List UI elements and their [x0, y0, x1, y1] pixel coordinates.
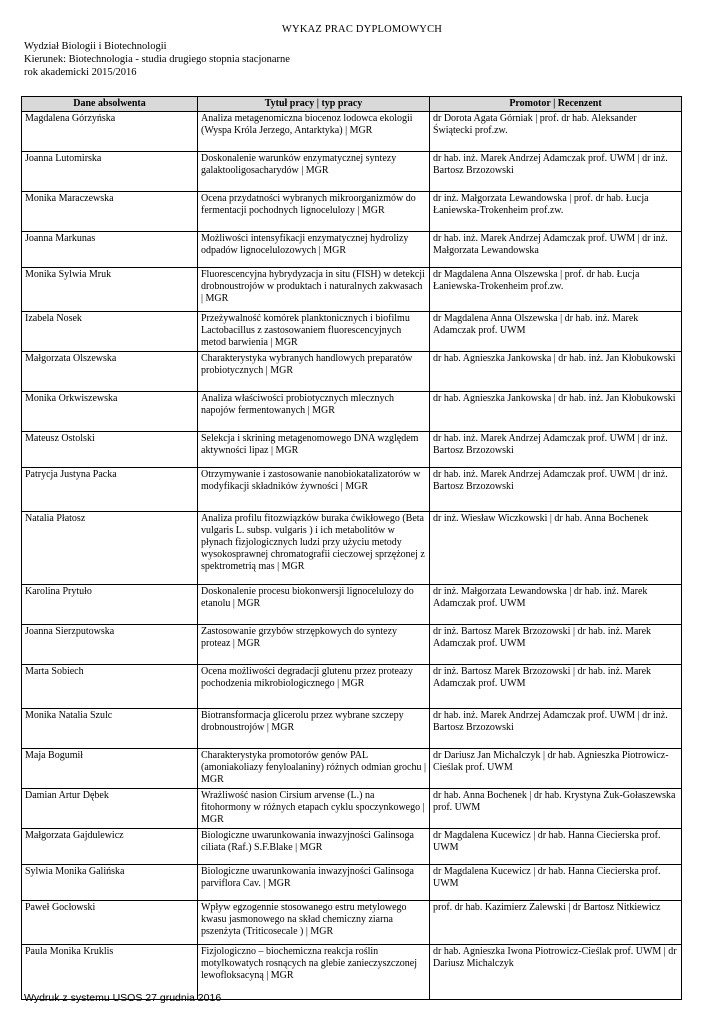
graduate-name-cell	[22, 865, 198, 901]
thesis-title-cell	[198, 232, 430, 268]
thesis-title: Selekcja i skrining metagenomowego DNA względem aktywności lipaz | MGR	[201, 433, 419, 456]
table-row	[22, 749, 682, 789]
thesis-title: Doskonalenie procesu biokonwersji lignocelulozy do etanolu | MGR	[201, 586, 414, 609]
thesis-title-cell	[198, 829, 430, 865]
print-footer: Wydruk z systemu USOS 27 grudnia 2016	[24, 992, 222, 1004]
table-row	[22, 901, 682, 945]
graduate-name: Małgorzata Olszewska	[25, 353, 117, 364]
graduate-name-cell	[22, 749, 198, 789]
thesis-title-cell	[198, 432, 430, 468]
column-header-supervisor: Promotor | Recenzent	[430, 97, 682, 112]
thesis-title: Charakterystyka promotorów genów PAL (amoniakoliazy fenyloalaniny) różnych odmian grochu | MGR	[201, 750, 426, 785]
supervisor-reviewer: prof. dr hab. Kazimierz Zalewski | dr Bartosz Nitkiewicz	[433, 902, 661, 913]
thesis-title-cell	[198, 192, 430, 232]
supervisor-reviewer: dr hab. inż. Marek Andrzej Adamczak prof. UWM | dr inż. Bartosz Brzozowski	[433, 469, 668, 492]
table-row	[22, 268, 682, 312]
supervisor-reviewer: dr inż. Wiesław Wiczkowski | dr hab. Anna Bochenek	[433, 513, 649, 524]
supervisor-reviewer-cell	[430, 232, 682, 268]
supervisor-reviewer: dr inż. Małgorzata Lewandowska | prof. dr hab. Łucja Łaniewska-Trokenheim prof.zw.	[433, 193, 649, 216]
document-header	[24, 40, 290, 79]
table-row	[22, 432, 682, 468]
supervisor-reviewer: dr hab. inż. Marek Andrzej Adamczak prof. UWM | dr inż. Małgorzata Lewandowska	[433, 233, 668, 256]
graduate-name: Monika Maraczewska	[25, 193, 114, 204]
graduate-name: Joanna Sierzputowska	[25, 626, 115, 637]
graduate-name-cell	[22, 432, 198, 468]
graduate-name: Małgorzata Gajdulewicz	[25, 830, 124, 841]
table-row	[22, 512, 682, 585]
thesis-title: Biologiczne uwarunkowania inwazyjności Galinsoga ciliata (Raf.) S.F.Blake | MGR	[201, 830, 414, 853]
thesis-title-cell	[198, 945, 430, 1000]
thesis-title: Wrażliwość nasion Cirsium arvense (L.) na fitohormony w różnych etapach cyklu spoczynkowego | MGR	[201, 790, 425, 825]
thesis-title: Otrzymywanie i zastosowanie nanobiokatalizatorów w modyfikacji składników żywności | MGR	[201, 469, 421, 492]
graduate-name-cell	[22, 268, 198, 312]
graduate-name-cell	[22, 665, 198, 709]
supervisor-reviewer: dr hab. Agnieszka Jankowska | dr hab. inż. Jan Kłobukowski	[433, 393, 676, 404]
thesis-title: Ocena przydatności wybranych mikroorganizmów do fermentacji pochodnych lignocelulozy | MGR	[201, 193, 416, 216]
supervisor-reviewer: dr Magdalena Anna Olszewska | dr hab. inż. Marek Adamczak prof. UWM	[433, 313, 639, 336]
thesis-title-cell	[198, 789, 430, 829]
graduate-name-cell	[22, 585, 198, 625]
graduate-name-cell	[22, 352, 198, 392]
graduate-name-cell	[22, 829, 198, 865]
thesis-title: Biologiczne uwarunkowania inwazyjności Galinsoga parviflora Cav. | MGR	[201, 866, 414, 889]
table-row	[22, 789, 682, 829]
supervisor-reviewer-cell	[430, 512, 682, 585]
supervisor-reviewer-cell	[430, 432, 682, 468]
thesis-title: Biotransformacja glicerolu przez wybrane szczepy drobnoustrojów | MGR	[201, 710, 404, 733]
thesis-title: Doskonalenie warunków enzymatycznej syntezy galaktooligosacharydów | MGR	[201, 153, 397, 176]
supervisor-reviewer: dr hab. Agnieszka Iwona Piotrowicz-Cieślak prof. UWM | dr Dariusz Michalczyk	[433, 946, 677, 969]
thesis-title-cell	[198, 112, 430, 152]
supervisor-reviewer-cell	[430, 901, 682, 945]
graduate-name-cell	[22, 192, 198, 232]
graduate-name-cell	[22, 625, 198, 665]
supervisor-reviewer: dr inż. Bartosz Marek Brzozowski | dr hab. inż. Marek Adamczak prof. UWM	[433, 626, 652, 649]
thesis-title: Fluorescencyjna hybrydyzacja in situ (FISH) w detekcji drobnoustrojów w produktach i naturalnych zakwasach | MGR	[201, 269, 425, 304]
thesis-title-cell	[198, 865, 430, 901]
supervisor-reviewer: dr inż. Bartosz Marek Brzozowski | dr hab. inż. Marek Adamczak prof. UWM	[433, 666, 652, 689]
faculty-line: Wydział Biologii i Biotechnologii	[24, 41, 167, 52]
thesis-title-cell	[198, 268, 430, 312]
supervisor-reviewer-cell	[430, 192, 682, 232]
table-row	[22, 352, 682, 392]
graduate-name: Sylwia Monika Galińska	[25, 866, 125, 877]
thesis-title-cell	[198, 665, 430, 709]
thesis-title-cell	[198, 749, 430, 789]
graduate-name: Natalia Płatosz	[25, 513, 86, 524]
graduate-name-cell	[22, 152, 198, 192]
thesis-title-cell	[198, 709, 430, 749]
table-row	[22, 468, 682, 512]
theses-table	[21, 96, 682, 1000]
graduate-name-cell	[22, 901, 198, 945]
supervisor-reviewer-cell	[430, 585, 682, 625]
supervisor-reviewer-cell	[430, 268, 682, 312]
supervisor-reviewer-cell	[430, 152, 682, 192]
graduate-name: Patrycja Justyna Packa	[25, 469, 117, 480]
supervisor-reviewer-cell	[430, 112, 682, 152]
thesis-title: Analiza metagenomiczna biocenoz lodowca ekologii (Wyspa Króla Jerzego, Antarktyka) | MGR	[201, 113, 413, 136]
supervisor-reviewer: dr hab. inż. Marek Andrzej Adamczak prof. UWM | dr inż. Bartosz Brzozowski	[433, 710, 668, 733]
supervisor-reviewer: dr Magdalena Anna Olszewska | prof. dr hab. Łucja Łaniewska-Trokenheim prof.zw.	[433, 269, 640, 292]
table-row	[22, 152, 682, 192]
thesis-title-cell	[198, 585, 430, 625]
table-row	[22, 312, 682, 352]
thesis-title-cell	[198, 152, 430, 192]
table-row	[22, 232, 682, 268]
graduate-name: Monika Orkwiszewska	[25, 393, 118, 404]
thesis-title: Fizjologiczno – biochemiczna reakcja roślin motylkowatych rosnących na glebie zanieczyszczonej lewofloksacyną | MGR	[201, 946, 418, 981]
thesis-title: Analiza profilu fitozwiązków buraka ćwikłowego (Beta vulgaris L. subsp. vulgaris ) i ich metabolitów w płynach fizjologicznych ludzi przy użyciu metody wysokosprawnej chromatografii cieczowej sprzężonej z spektrometrią mas | MGR	[201, 513, 425, 572]
table-row	[22, 829, 682, 865]
table-row	[22, 709, 682, 749]
graduate-name-cell	[22, 709, 198, 749]
thesis-title: Analiza właściwości probiotycznych mlecznych napojów fermentowanych | MGR	[201, 393, 394, 416]
graduate-name: Mateusz Ostolski	[25, 433, 95, 444]
program-line: Kierunek: Biotechnologia - studia drugiego stopnia stacjonarne	[24, 54, 290, 65]
table-header-row	[22, 97, 682, 112]
table-row	[22, 585, 682, 625]
thesis-title: Zastosowanie grzybów strzępkowych do syntezy proteaz | MGR	[201, 626, 398, 649]
table-row	[22, 192, 682, 232]
thesis-title-cell	[198, 352, 430, 392]
supervisor-reviewer-cell	[430, 665, 682, 709]
supervisor-reviewer-cell	[430, 749, 682, 789]
graduate-name: Marta Sobiech	[25, 666, 84, 677]
graduate-name: Monika Natalia Szulc	[25, 710, 113, 721]
supervisor-reviewer: dr Magdalena Kucewicz | dr hab. Hanna Ciecierska prof. UWM	[433, 830, 661, 853]
document-title: WYKAZ PRAC DYPLOMOWYCH	[281, 24, 443, 35]
supervisor-reviewer-cell	[430, 352, 682, 392]
supervisor-reviewer: dr Dorota Agata Górniak | prof. dr hab. Aleksander Świątecki prof.zw.	[433, 113, 637, 136]
supervisor-reviewer-cell	[430, 468, 682, 512]
supervisor-reviewer-cell	[430, 312, 682, 352]
graduate-name-cell	[22, 512, 198, 585]
thesis-title-cell	[198, 468, 430, 512]
supervisor-reviewer-cell	[430, 625, 682, 665]
supervisor-reviewer-cell	[430, 865, 682, 901]
supervisor-reviewer-cell	[430, 709, 682, 749]
graduate-name: Monika Sylwia Mruk	[25, 269, 112, 280]
thesis-title: Możliwości intensyfikacji enzymatycznej hydrolizy odpadów lignocelulozowych | MGR	[201, 233, 409, 256]
table-row	[22, 392, 682, 432]
graduate-name: Joanna Lutomirska	[25, 153, 102, 164]
graduate-name-cell	[22, 312, 198, 352]
supervisor-reviewer: dr hab. Agnieszka Jankowska | dr hab. inż. Jan Kłobukowski	[433, 353, 676, 364]
thesis-title-cell	[198, 392, 430, 432]
graduate-name: Paweł Gocłowski	[25, 902, 96, 913]
column-header-title: Tytuł pracy | typ pracy	[198, 97, 430, 112]
supervisor-reviewer: dr Dariusz Jan Michalczyk | dr hab. Agnieszka Piotrowicz-Cieślak prof. UWM	[433, 750, 669, 773]
supervisor-reviewer: dr Magdalena Kucewicz | dr hab. Hanna Ciecierska prof. UWM	[433, 866, 661, 889]
graduate-name: Magdalena Górzyńska	[25, 113, 116, 124]
graduate-name-cell	[22, 468, 198, 512]
graduate-name-cell	[22, 232, 198, 268]
thesis-title: Charakterystyka wybranych handlowych preparatów probiotycznych | MGR	[201, 353, 413, 376]
graduate-name: Maja Bogumił	[25, 750, 84, 761]
column-header-graduate: Dane absolwenta	[22, 97, 198, 112]
thesis-title-cell	[198, 512, 430, 585]
supervisor-reviewer-cell	[430, 392, 682, 432]
supervisor-reviewer-cell	[430, 829, 682, 865]
thesis-title: Wpływ egzogennie stosowanego estru metylowego kwasu jasmonowego na skład chemiczny ziarna pszenżyta (Triticosecale ) | MGR	[201, 902, 407, 937]
graduate-name: Joanna Markunas	[25, 233, 96, 244]
table-row	[22, 665, 682, 709]
graduate-name: Paula Monika Kruklis	[25, 946, 114, 957]
thesis-title-cell	[198, 625, 430, 665]
supervisor-reviewer: dr hab. Anna Bochenek | dr hab. Krystyna Żuk-Gołaszewska prof. UWM	[433, 790, 676, 813]
graduate-name-cell	[22, 392, 198, 432]
supervisor-reviewer: dr inż. Małgorzata Lewandowska | dr hab. inż. Marek Adamczak prof. UWM	[433, 586, 648, 609]
graduate-name: Damian Artur Dębek	[25, 790, 109, 801]
graduate-name: Karolina Prytuło	[25, 586, 92, 597]
year-line: rok akademicki 2015/2016	[24, 67, 137, 78]
table-row	[22, 625, 682, 665]
graduate-name-cell	[22, 789, 198, 829]
table-row	[22, 112, 682, 152]
supervisor-reviewer: dr hab. inż. Marek Andrzej Adamczak prof. UWM | dr inż. Bartosz Brzozowski	[433, 433, 668, 456]
graduate-name-cell	[22, 112, 198, 152]
graduate-name: Izabela Nosek	[25, 313, 82, 324]
supervisor-reviewer-cell	[430, 789, 682, 829]
thesis-title: Ocena możliwości degradacji glutenu przez proteazy pochodzenia mikrobiologicznego | MGR	[201, 666, 413, 689]
supervisor-reviewer: dr hab. inż. Marek Andrzej Adamczak prof. UWM | dr inż. Bartosz Brzozowski	[433, 153, 668, 176]
thesis-title-cell	[198, 901, 430, 945]
table-row	[22, 865, 682, 901]
supervisor-reviewer-cell	[430, 945, 682, 1000]
thesis-title: Przeżywalność komórek planktonicznych i biofilmu Lactobacillus z zastosowaniem fluorescencyjnych metod barwienia | MGR	[201, 313, 410, 348]
thesis-title-cell	[198, 312, 430, 352]
